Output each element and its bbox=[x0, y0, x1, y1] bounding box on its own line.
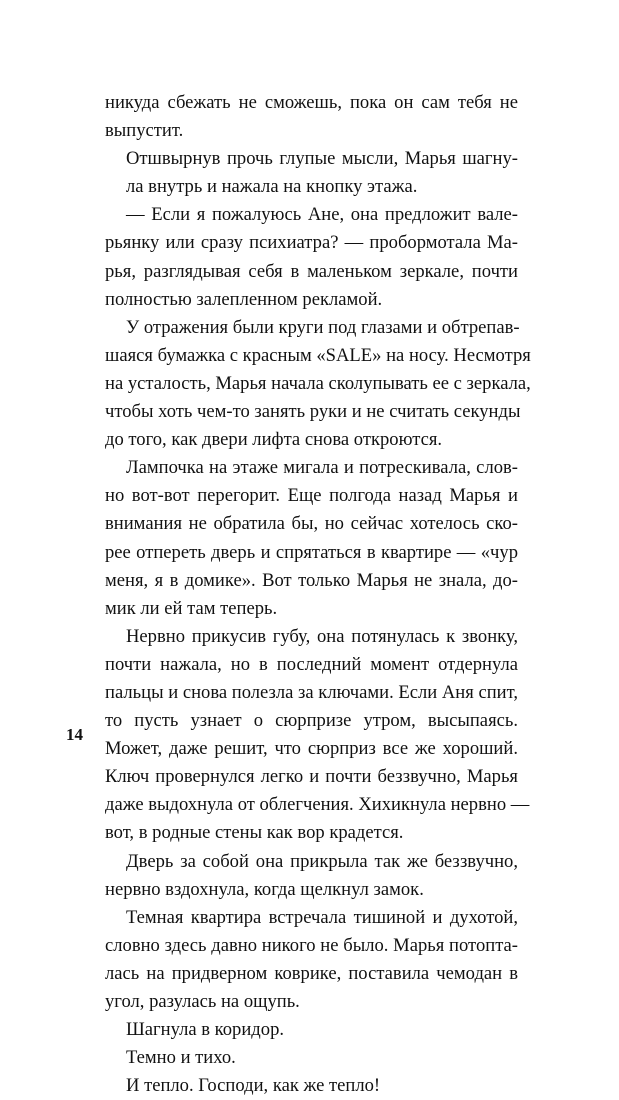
text-line: Темная квартира встречала тишиной и духотой, bbox=[126, 906, 518, 928]
text-line: Может, даже решит, что сюрприз все же хороший. bbox=[105, 738, 518, 760]
text-line: Шагнула в коридор. bbox=[126, 1019, 285, 1041]
text-line: — Если я пожалуюсь Ане, она предложит вале- bbox=[126, 204, 518, 226]
text-line: внимания не обратила бы, но сейчас хотелось ско- bbox=[105, 513, 518, 535]
page-number: 14 bbox=[66, 725, 83, 744]
text-line: даже выдохнула от облегчения. Хихикнула нервно — bbox=[105, 794, 530, 816]
text-line: И тепло. Господи, как же тепло! bbox=[126, 1075, 381, 1097]
text-line: нервно вздохнула, когда щелкнул замок. bbox=[105, 878, 424, 900]
text-line: ла внутрь и нажала на кнопку этажа. bbox=[126, 176, 418, 198]
text-line: Отшвырнув прочь глупые мысли, Марья шагну- bbox=[126, 148, 518, 170]
text-line: вот, в родные стены как вор крадется. bbox=[105, 822, 404, 844]
text-line: никуда сбежать не сможешь, пока он сам тебя не bbox=[105, 92, 518, 113]
text-line: мик ли ей там теперь. bbox=[105, 597, 278, 619]
text-line: полностью залепленном рекламой. bbox=[105, 288, 383, 310]
text-line: шаяся бумажка с красным «SALE» на носу. Несмотря bbox=[105, 344, 531, 366]
text-line: на усталость, Марья начала сколупывать ее с зеркала, bbox=[105, 372, 531, 394]
text-line: Лампочка на этаже мигала и потрескивала, слов- bbox=[126, 457, 518, 479]
text-line: то пусть узнает о сюрпризе утром, высыпаясь. bbox=[105, 710, 518, 732]
text-line: словно здесь давно никого не было. Марья потопта- bbox=[105, 934, 518, 956]
text-line: рьянку или сразу психиатра? — пробормотала Ма- bbox=[105, 232, 518, 254]
text-line: лась на придверном коврике, поставила чемодан в bbox=[105, 962, 518, 984]
text-line: но вот-вот перегорит. Еще полгода назад Марья и bbox=[105, 485, 518, 507]
text-line: Ключ провернулся легко и почти беззвучно, Марья bbox=[105, 766, 518, 788]
text-line: пальцы и снова полезла за ключами. Если Аня спит, bbox=[105, 681, 518, 703]
body-text bbox=[105, 89, 531, 1100]
text-line: выпустит. bbox=[105, 120, 184, 142]
text-line: почти нажала, но в последний момент отдернула bbox=[105, 653, 518, 675]
text-line: У отражения были круги под глазами и обтрепав- bbox=[126, 316, 520, 338]
text-line: угол, разулась на ощупь. bbox=[105, 991, 300, 1012]
text-line: Темно и тихо. bbox=[126, 1047, 236, 1069]
text-line: Нервно прикусив губу, она потянулась к звонку, bbox=[126, 625, 518, 647]
text-line: рее отпереть дверь и спрятаться в квартире — «чур bbox=[105, 541, 518, 563]
text-line: до того, как двери лифта снова откроются. bbox=[105, 429, 443, 451]
text-line: рья, разглядывая себя в маленьком зеркале, почти bbox=[105, 260, 518, 282]
text-line: чтобы хоть чем-то занять руки и не считать секунды bbox=[105, 401, 521, 423]
text-line: Дверь за собой она прикрыла так же беззвучно, bbox=[126, 850, 518, 872]
text-line: меня, я в домике». Вот только Марья не знала, до- bbox=[105, 569, 518, 591]
